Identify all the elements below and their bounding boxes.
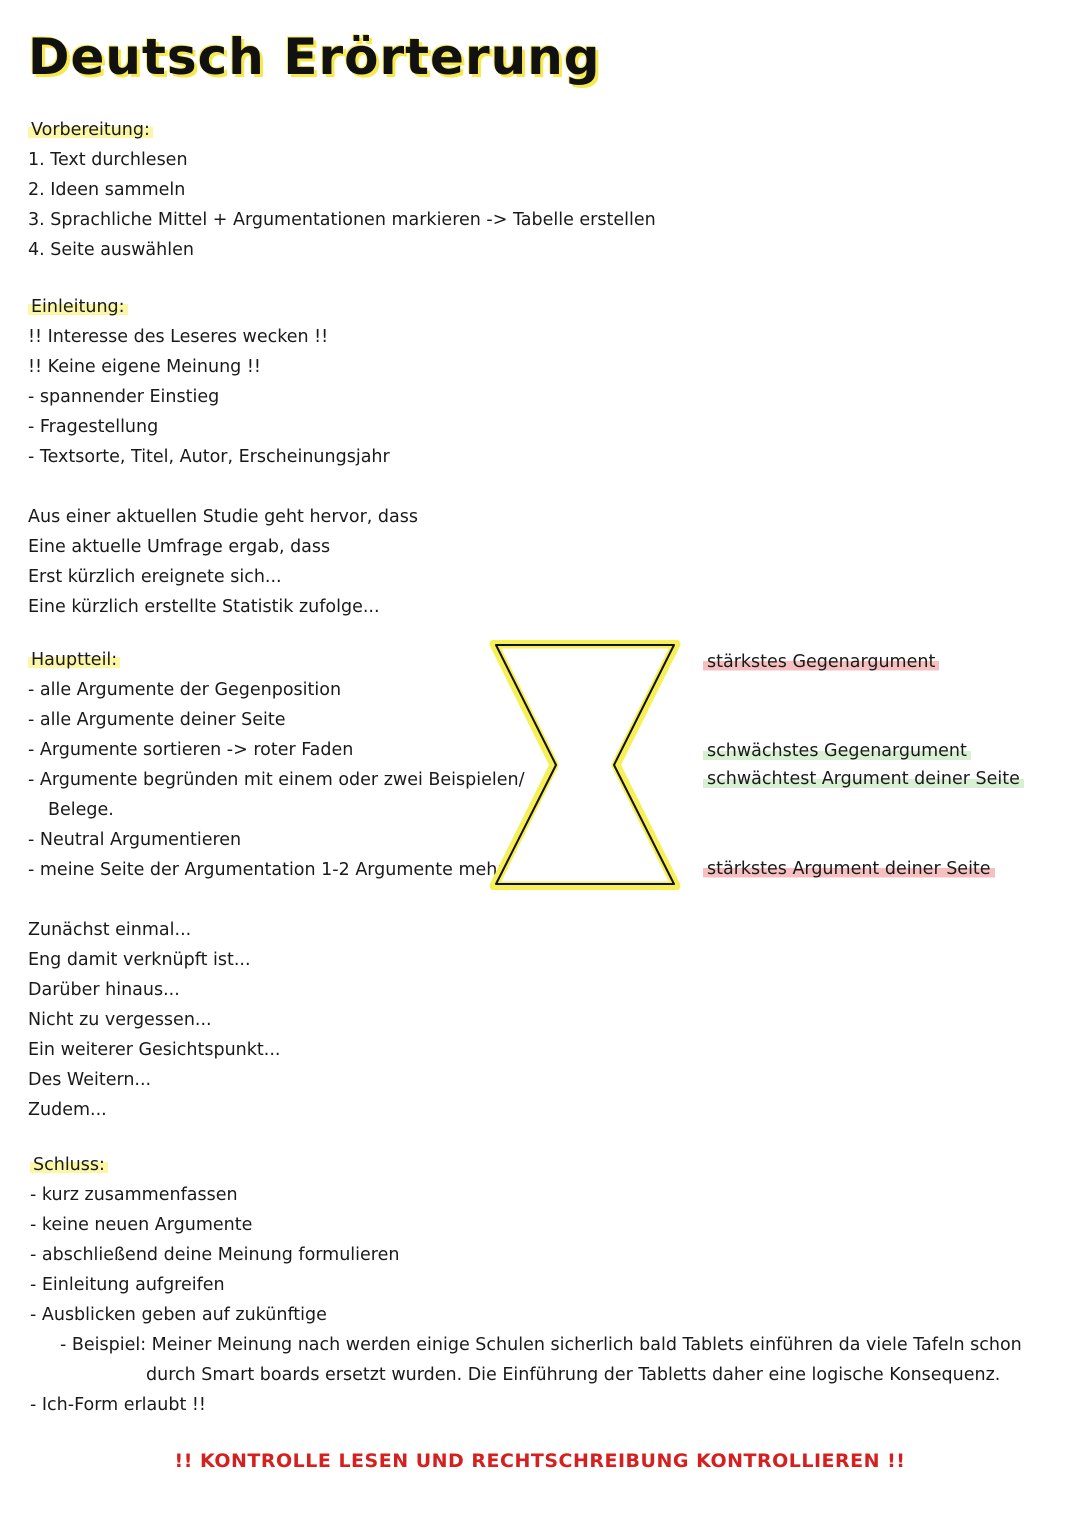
weakest-counterargument: schwächstes Gegenargument xyxy=(703,741,971,761)
phrase-item: Zudem... xyxy=(28,1100,107,1120)
list-item: - spannender Einstieg xyxy=(28,387,220,407)
list-item: - meine Seite der Argumentation 1-2 Argumente mehr xyxy=(28,860,505,880)
example-line: - Beispiel: Meiner Meinung nach werden einige Schulen sicherlich bald Tablets einführen da viele Tafeln schon xyxy=(60,1335,1022,1355)
list-item: - Neutral Argumentieren xyxy=(28,830,242,850)
strongest-own-argument: stärkstes Argument deiner Seite xyxy=(703,859,995,879)
list-item: - Einleitung aufgreifen xyxy=(30,1275,225,1295)
list-item: - Argumente sortieren -> roter Faden xyxy=(28,740,354,760)
section-heading: Hauptteil: xyxy=(28,650,120,670)
diagram-label-top xyxy=(703,652,939,672)
diagram-label-bottom xyxy=(703,859,995,879)
warning-note: !! KONTROLLE LESEN UND RECHTSCHREIBUNG KONTROLLIEREN !! xyxy=(174,1450,906,1472)
hourglass-diagram xyxy=(486,640,686,890)
section-schluss xyxy=(30,1150,1022,1420)
list-item: - alle Argumente der Gegenposition xyxy=(28,680,342,700)
phrase-item: Erst kürzlich ereignete sich... xyxy=(28,567,282,587)
page-title: Deutsch Erörterung xyxy=(28,28,601,86)
list-item: 1. Text durchlesen xyxy=(28,150,188,170)
phrase-item: Ein weiterer Gesichtspunkt... xyxy=(28,1040,281,1060)
list-item: - alle Argumente deiner Seite xyxy=(28,710,286,730)
hauptteil-phrases xyxy=(28,915,280,1125)
list-item: - keine neuen Argumente xyxy=(30,1215,253,1235)
list-item-continuation: Belege. xyxy=(48,800,114,820)
list-item: - kurz zusammenfassen xyxy=(30,1185,238,1205)
list-item: 4. Seite auswählen xyxy=(28,240,194,260)
phrase-item: Eine kürzlich erstellte Statistik zufolge... xyxy=(28,597,380,617)
phrase-item: Eine aktuelle Umfrage ergab, dass xyxy=(28,537,331,557)
list-item: - Fragestellung xyxy=(28,417,159,437)
phrase-item: Darüber hinaus... xyxy=(28,980,180,1000)
section-heading: Einleitung: xyxy=(28,297,128,317)
diagram-label-middle-2 xyxy=(703,769,1024,789)
list-item: - Argumente begründen mit einem oder zwei Beispielen/ xyxy=(28,770,525,790)
section-heading: Vorbereitung: xyxy=(28,120,153,140)
list-item: !! Interesse des Leseres wecken !! xyxy=(28,327,329,347)
section-heading: Schluss: xyxy=(30,1155,108,1175)
diagram-label-middle-1 xyxy=(703,741,971,761)
phrase-item: Des Weitern... xyxy=(28,1070,152,1090)
phrase-item: Eng damit verknüpft ist... xyxy=(28,950,251,970)
section-einleitung xyxy=(28,292,390,472)
list-item: - Ich-Form erlaubt !! xyxy=(30,1395,206,1415)
hourglass-highlight xyxy=(494,644,676,886)
list-item: - abschließend deine Meinung formulieren xyxy=(30,1245,400,1265)
list-item: !! Keine eigene Meinung !! xyxy=(28,357,261,377)
einleitung-phrases xyxy=(28,502,418,622)
list-item: - Textsorte, Titel, Autor, Erscheinungsjahr xyxy=(28,447,390,467)
section-hauptteil xyxy=(28,645,525,885)
list-item: 2. Ideen sammeln xyxy=(28,180,186,200)
phrase-item: Zunächst einmal... xyxy=(28,920,192,940)
example-line-continuation: durch Smart boards ersetzt wurden. Die Einführung der Tabletts daher eine logische Konsequenz. xyxy=(146,1365,1001,1385)
list-item: - Ausblicken geben auf zukünftige xyxy=(30,1305,327,1325)
phrase-item: Aus einer aktuellen Studie geht hervor, dass xyxy=(28,507,418,527)
list-item: 3. Sprachliche Mittel + Argumentationen markieren -> Tabelle erstellen xyxy=(28,210,656,230)
section-vorbereitung xyxy=(28,115,656,265)
hourglass-outline xyxy=(496,645,674,884)
weakest-own-argument: schwächtest Argument deiner Seite xyxy=(703,769,1024,789)
strongest-counterargument: stärkstes Gegenargument xyxy=(703,652,939,672)
phrase-item: Nicht zu vergessen... xyxy=(28,1010,212,1030)
